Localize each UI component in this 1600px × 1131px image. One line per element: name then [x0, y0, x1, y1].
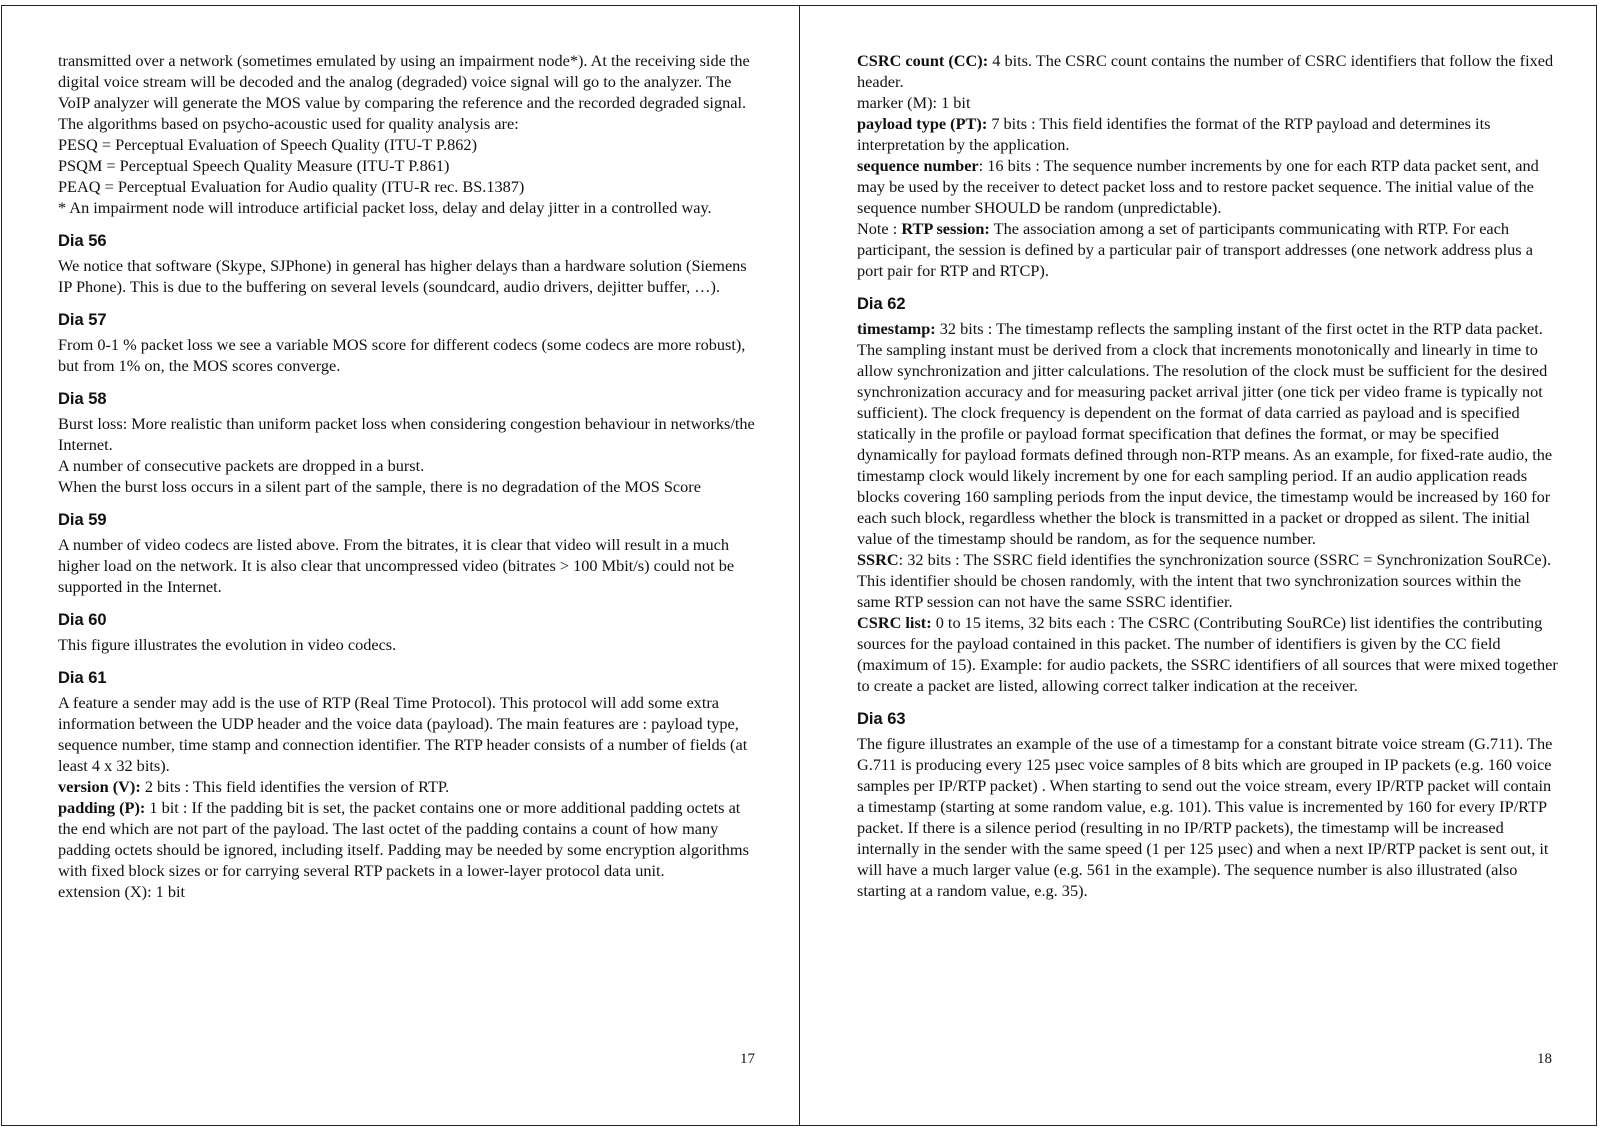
paragraph: A number of consecutive packets are dropped in a burst. — [58, 456, 425, 475]
definition: : 16 bits : The sequence number increments by one for each RTP data packet sent, and may be used by the receiver to detect packet loss and to restore packet sequence. The initial value of the sequence number SHOULD be random (unpredictable). — [857, 156, 1539, 217]
paragraph: The algorithms based on psycho-acoustic used for quality analysis are: — [58, 114, 519, 133]
paragraph — [58, 776, 755, 797]
term: sequence number — [857, 156, 979, 175]
paragraph: extension (X): 1 bit — [58, 882, 186, 901]
term: padding (P): — [58, 798, 146, 817]
term: version (V): — [58, 777, 141, 796]
paragraph: PSQM = Perceptual Speech Quality Measure (ITU-T P.861) — [58, 156, 450, 175]
definition: 7 bits : This field identifies the format of the RTP payload and determines its interpretation by the application. — [857, 114, 1491, 154]
definition: 4 bits. The CSRC count contains the number of CSRC identifiers that follow the fixed header. — [857, 51, 1554, 91]
paragraph — [857, 155, 1558, 218]
section-heading-dia-62: Dia 62 — [857, 295, 906, 313]
paragraph: * An impairment node will introduce artificial packet loss, delay and delay jitter in a controlled way. — [58, 198, 712, 217]
term: payload type (PT): — [857, 114, 988, 133]
paragraph — [857, 318, 1558, 549]
paragraph: From 0-1 % packet loss we see a variable MOS score for different codecs (some codecs are more robust), but from 1% on, the MOS scores converge. — [58, 335, 746, 375]
paragraph: Burst loss: More realistic than uniform packet loss when considering congestion behaviour in networks/the Internet. — [58, 414, 755, 454]
section-heading-dia-60: Dia 60 — [58, 611, 107, 629]
paragraph: transmitted over a network (sometimes emulated by using an impairment node*). At the receiving side the digital voice stream will be decoded and the analog (degraded) voice signal will go to the analyzer. The VoIP analyzer will generate the MOS value by comparing the reference and the recorded degraded signal. — [58, 51, 750, 112]
term: timestamp: — [857, 319, 936, 338]
section-heading-dia-56: Dia 56 — [58, 232, 107, 250]
page-number: 17 — [740, 1051, 755, 1067]
left-page-content — [58, 50, 755, 902]
paragraph: This figure illustrates the evolution in video codecs. — [58, 635, 397, 654]
paragraph: We notice that software (Skype, SJPhone) in general has higher delays than a hardware solution (Siemens IP Phone). This is due to the buffering on several levels (soundcard, audio drivers, dejitter buffer, …). — [58, 256, 747, 296]
term: RTP session: — [901, 219, 990, 238]
term: CSRC count (CC): — [857, 51, 989, 70]
definition: The association among a set of participants communicating with RTP. For each participant, the session is defined by a particular pair of transport addresses (one network address plus a port pair for RTP and RTCP). — [857, 219, 1533, 280]
paragraph: The figure illustrates an example of the use of a timestamp for a constant bitrate voice stream (G.711). The G.711 is producing every 125 µsec voice samples of 8 bits which are grouped in IP packets (e.g. 160 voice samples per IP/RTP packet) . When starting to send out the voice stream, every IP/RTP packet will contain a timestamp (starting at some random value, e.g. 101). This value is incremented by 160 for every IP/RTP packet. If there is a silence period (resulting in no IP/RTP packets), the timestamp will be increased internally in the sender with the same speed (1 per 125 µsec) and when a next IP/RTP packet is sent out, it will have a much larger value (e.g. 561 in the example). The sequence number is also illustrated (also starting at a random value, e.g. 35). — [857, 734, 1553, 900]
paragraph — [857, 50, 1558, 92]
definition: 0 to 15 items, 32 bits each : The CSRC (Contributing SouRCe) list identifies the contributing sources for the payload contained in this packet. The number of identifiers is given by the CC field (maximum of 15). Example: for audio packets, the SSRC identifiers of all sources that were mixed together to create a packet are listed, allowing correct talker indication at the receiver. — [857, 613, 1558, 695]
section-heading-dia-61: Dia 61 — [58, 669, 107, 687]
definition: : 32 bits : The SSRC field identifies the synchronization source (SSRC = Synchronization SouRCe). This identifier should be chosen randomly, with the intent that two synchronization sources within the same RTP session can not have the same SSRC identifier. — [857, 550, 1552, 611]
term: SSRC — [857, 550, 899, 569]
paragraph — [857, 218, 1558, 281]
paragraph — [857, 549, 1558, 612]
definition: 32 bits : The timestamp reflects the sampling instant of the first octet in the RTP data packet. The sampling instant must be derived from a clock that increments monotonically and linearly in time to allow synchronization and jitter calculations. The resolution of the clock must be sufficient for the desired synchronization accuracy and for measuring packet arrival jitter (one tick per video frame is typically not sufficient). The clock frequency is dependent on the format of data carried as payload and is specified statically in the profile or payload format specification that defines the format, or may be specified dynamically for payload formats defined through non-RTP means. As an example, for fixed-rate audio, the timestamp clock would likely increment by one for each sampling period. If an audio application reads blocks covering 160 sampling periods from the input device, the timestamp would be increased by 160 for each such block, regardless whether the block is transmitted in a packet or dropped as silent. The initial value of the timestamp should be random, as for the sequence number. — [857, 319, 1553, 548]
definition: 2 bits : This field identifies the version of RTP. — [140, 777, 450, 796]
section-heading-dia-58: Dia 58 — [58, 390, 107, 408]
term: CSRC list: — [857, 613, 932, 632]
paragraph: When the burst loss occurs in a silent part of the sample, there is no degradation of the MOS Score — [58, 477, 701, 496]
right-page-content — [857, 50, 1558, 901]
paragraph: marker (M): 1 bit — [857, 93, 971, 112]
paragraph: A number of video codecs are listed above. From the bitrates, it is clear that video will result in a much higher load on the network. It is also clear that uncompressed video (bitrates > 100 Mbit/s) could not be supported in the Internet. — [58, 535, 735, 596]
note-prefix: Note : — [857, 219, 902, 238]
definition: 1 bit : If the padding bit is set, the packet contains one or more additional padding octets at the end which are not part of the payload. The last octet of the padding contains a count of how many padding octets should be ignored, including itself. Padding may be needed by some encryption algorithms with fixed block sizes or for carrying several RTP packets in a lower-layer protocol data unit. — [58, 798, 749, 880]
page-number: 18 — [1537, 1051, 1552, 1067]
section-heading-dia-63: Dia 63 — [857, 710, 906, 728]
right-page — [799, 5, 1597, 1126]
paragraph: A feature a sender may add is the use of RTP (Real Time Protocol). This protocol will add some extra information between the UDP header and the voice data (payload). The main features are : payload type, sequence number, time stamp and connection identifier. The RTP header consists of a number of fields (at least 4 x 32 bits). — [58, 693, 748, 775]
paragraph — [857, 612, 1558, 696]
paragraph: PESQ = Perceptual Evaluation of Speech Quality (ITU-T P.862) — [58, 135, 477, 154]
paragraph: PEAQ = Perceptual Evaluation for Audio quality (ITU-R rec. BS.1387) — [58, 177, 525, 196]
section-heading-dia-57: Dia 57 — [58, 311, 107, 329]
left-page — [1, 5, 800, 1126]
section-heading-dia-59: Dia 59 — [58, 511, 107, 529]
paragraph — [857, 113, 1558, 155]
paragraph — [58, 797, 755, 881]
